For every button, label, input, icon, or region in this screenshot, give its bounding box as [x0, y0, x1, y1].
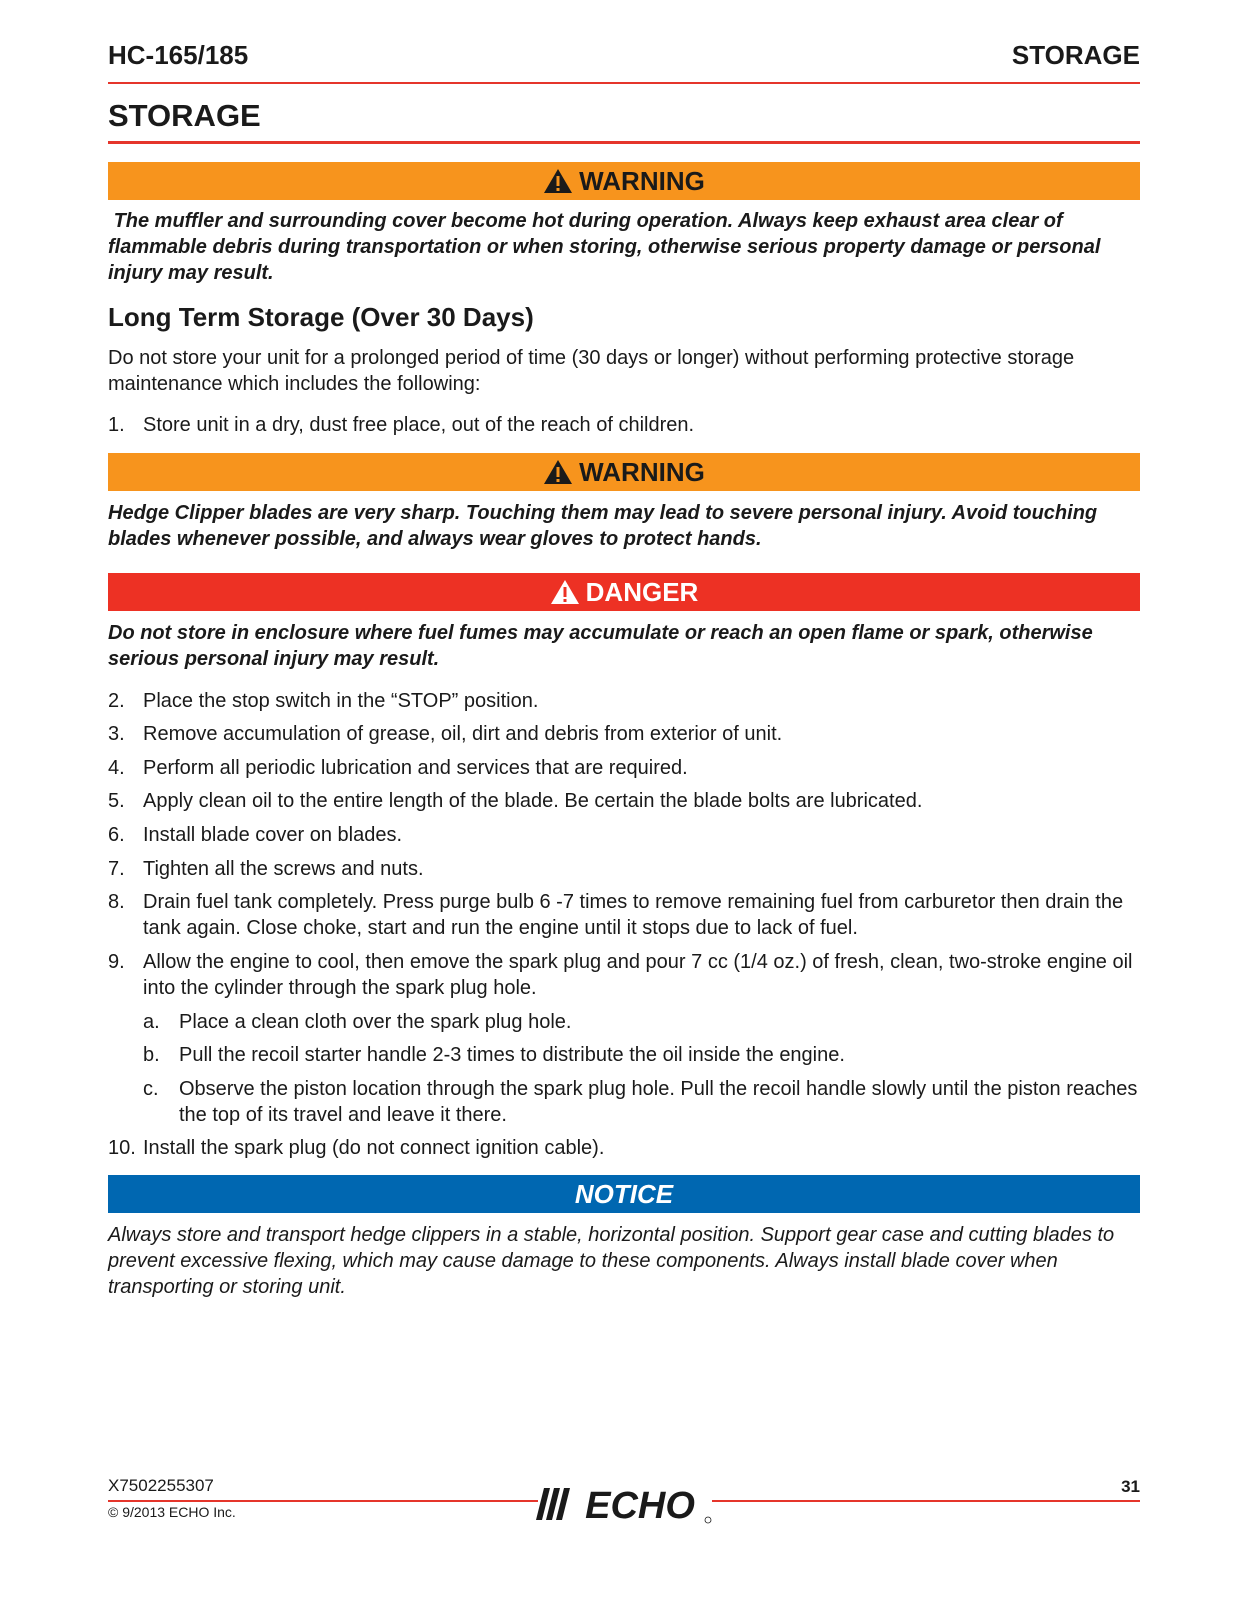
step-number: 2.: [108, 690, 125, 712]
warning-label: WARNING: [579, 165, 705, 196]
step-number: 7.: [108, 858, 125, 880]
step-text: Remove accumulation of grease, oil, dirt and debris from exterior of unit.: [143, 723, 783, 745]
list-item: [108, 755, 1140, 781]
footer-rule-right: [712, 1500, 1140, 1502]
step-text: Place the stop switch in the “STOP” position.: [143, 690, 539, 712]
substep-letter: a.: [143, 1011, 160, 1033]
step-number: 8.: [108, 891, 125, 913]
sub-list-item: [143, 1042, 1140, 1068]
warning-label: WARNING: [579, 456, 705, 487]
step-text: Tighten all the screws and nuts.: [143, 858, 424, 880]
substep-letter: c.: [143, 1078, 159, 1100]
title-block: [108, 98, 1140, 146]
list-item: [108, 889, 1140, 941]
substep-text: Observe the piston location through the spark plug hole. Pull the recoil handle slowly until the piston reaches the top of its travel and leave it there.: [179, 1078, 1138, 1126]
step-number: 3.: [108, 723, 125, 745]
step-number: 4.: [108, 757, 125, 779]
step-number: 9.: [108, 951, 125, 973]
danger-banner: [108, 573, 1140, 611]
step-text: Install blade cover on blades.: [143, 824, 403, 846]
footer-rule-left: [108, 1500, 538, 1502]
list-item: [108, 412, 1140, 438]
page-header: [108, 40, 1140, 84]
list-item: [108, 856, 1140, 882]
warning-banner: [108, 162, 1140, 200]
list-item: [108, 949, 1140, 1001]
copyright: © 9/2013 ECHO Inc.: [108, 1504, 236, 1520]
echo-logo: [536, 1484, 714, 1524]
notice-text: Always store and transport hedge clippers in a stable, horizontal position. Support gear case and cutting blades to prevent excessive flexing, which may cause damage to these components. Always install blade cover when transporting or storing unit.: [108, 1224, 1115, 1298]
step-text: Drain fuel tank completely. Press purge bulb 6 -7 times to remove remaining fuel from carburetor then drain the tank again. Close choke, start and run the engine until it stops due to lack of fuel.: [143, 891, 1124, 939]
intro-paragraph: Do not store your unit for a prolonged period of time (30 days or longer) without performing protective storage maintenance which includes the following:: [108, 347, 1075, 395]
notice-banner: [108, 1175, 1140, 1213]
page-number: 31: [1121, 1477, 1140, 1496]
model-number: HC-165/185: [108, 40, 249, 70]
list-item: [108, 721, 1140, 747]
substep-text: Pull the recoil starter handle 2-3 times to distribute the oil inside the engine.: [179, 1044, 845, 1066]
list-item: [108, 822, 1140, 848]
warning-triangle-icon: [550, 579, 580, 605]
warning-banner: [108, 453, 1140, 491]
danger-text: Do not store in enclosure where fuel fumes may accumulate or reach an open flame or spark, otherwise serious personal injury may result.: [108, 622, 1093, 670]
notice-label: NOTICE: [574, 1178, 674, 1209]
header-rule: [108, 82, 1140, 84]
logo-wordmark: ECHO: [585, 1485, 695, 1524]
danger-label: DANGER: [585, 576, 699, 607]
title-rule: [108, 141, 1140, 144]
substep-letter: b.: [143, 1044, 160, 1066]
warning-triangle-icon: [543, 459, 573, 485]
step-number: 10.: [108, 1137, 136, 1159]
step-text: Perform all periodic lubrication and services that are required.: [143, 757, 688, 779]
section-name: STORAGE: [1011, 40, 1140, 70]
substep-text: Place a clean cloth over the spark plug hole.: [179, 1011, 572, 1033]
step-number: 6.: [108, 824, 125, 846]
step-text: Install the spark plug (do not connect ignition cable).: [143, 1137, 605, 1159]
section-heading: Long Term Storage (Over 30 Days): [108, 302, 534, 332]
step-text: Allow the engine to cool, then emove the spark plug and pour 7 cc (1/4 oz.) of fresh, clean, two-stroke engine oil into the cylinder through the spark plug hole.: [143, 951, 1133, 999]
list-item: [108, 1135, 1140, 1161]
warning-text: The muffler and surrounding cover become hot during operation. Always keep exhaust area clear of flammable debris during transportation or when storing, otherwise serious property damage or personal injury may result.: [108, 210, 1106, 284]
step-number: 1.: [108, 414, 125, 436]
step-number: 5.: [108, 790, 125, 812]
sub-list-item: [143, 1009, 1140, 1035]
list-item: [108, 788, 1140, 814]
page-title: STORAGE: [108, 98, 261, 133]
warning-triangle-icon: [543, 168, 573, 194]
part-number: X7502255307: [108, 1476, 214, 1495]
warning-text: Hedge Clipper blades are very sharp. Touching them may lead to severe personal injury. Avoid touching blades whenever possible, and always wear gloves to protect hands.: [108, 502, 1098, 550]
step-text: Store unit in a dry, dust free place, out of the reach of children.: [143, 414, 695, 436]
list-item: [108, 688, 1140, 714]
sub-list-item: [143, 1076, 1140, 1128]
step-text: Apply clean oil to the entire length of the blade. Be certain the blade bolts are lubricated.: [143, 790, 923, 812]
